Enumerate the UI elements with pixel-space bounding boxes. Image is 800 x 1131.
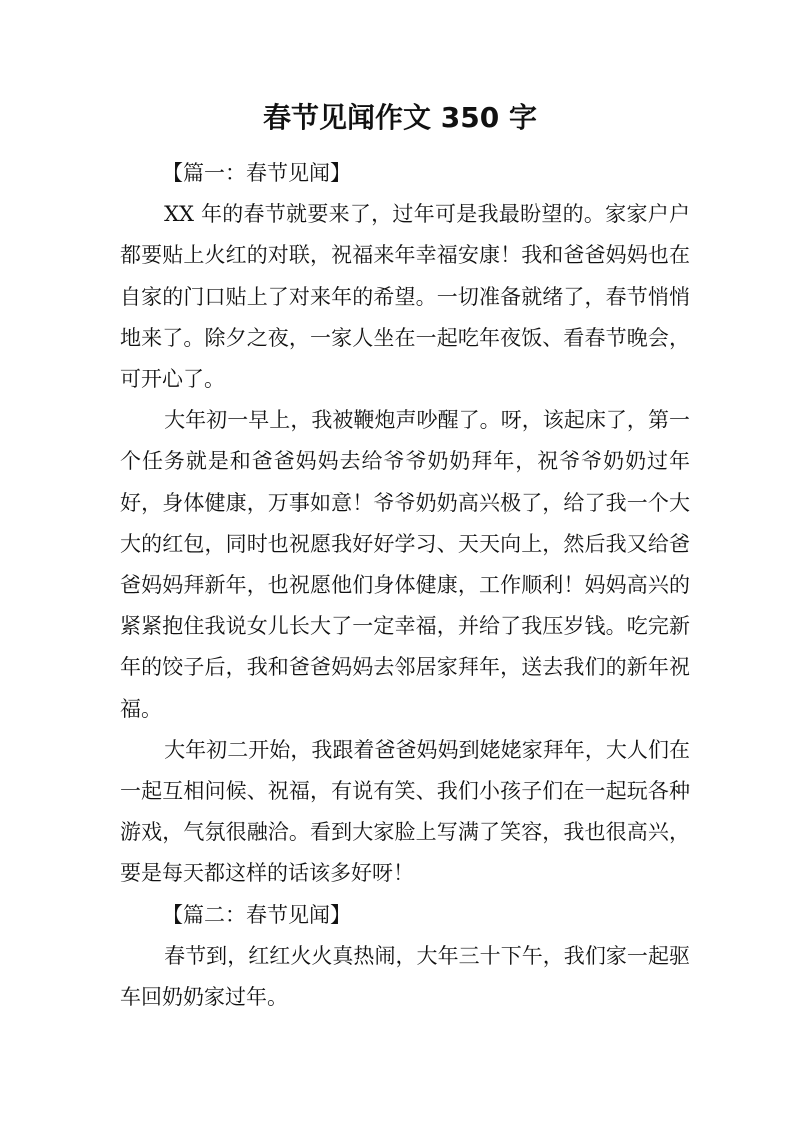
paragraph-1: XX 年的春节就要来了，过年可是我最盼望的。家家户户都要贴上火红的对联，祝福来年幸福安康！我和爸爸妈妈也在自家的门口贴上了对来年的希望。一切准备就绪了，春节悄悄地来了。除夕之夜，一家人坐在一起吃年夜饭、看春节晚会，可开心了。 <box>120 202 690 392</box>
document-body <box>120 153 690 1018</box>
paragraph-3: 大年初二开始，我跟着爸爸妈妈到姥姥家拜年，大人们在一起互相问候、祝福，有说有笑、我们小孩子们在一起玩各种游戏，气氛很融洽。看到大家脸上写满了笑容，我也很高兴，要是每天都这样的话该多好呀！ <box>120 737 690 886</box>
section-heading-2: 【篇二：春节见闻】 <box>162 902 351 927</box>
paragraph-4: 春节到，红红火火真热闹，大年三十下午，我们家一起驱车回奶奶家过年。 <box>120 943 690 1010</box>
paragraph-2: 大年初一早上，我被鞭炮声吵醒了。呀，该起床了，第一个任务就是和爸爸妈妈去给爷爷奶奶拜年，祝爷爷奶奶过年好，身体健康，万事如意！爷爷奶奶高兴极了，给了我一个大大的红包，同时也祝愿我好好学习、天天向上，然后我又给爸爸妈妈拜新年，也祝愿他们身体健康，工作顺利！妈妈高兴的紧紧抱住我说女儿长大了一定幸福，并给了我压岁钱。吃完新年的饺子后，我和爸爸妈妈去邻居家拜年，送去我们的新年祝福。 <box>120 408 690 721</box>
document-title: 春节见闻作文 350 字 <box>263 101 537 134</box>
section-heading-1: 【篇一：春节见闻】 <box>162 161 351 185</box>
